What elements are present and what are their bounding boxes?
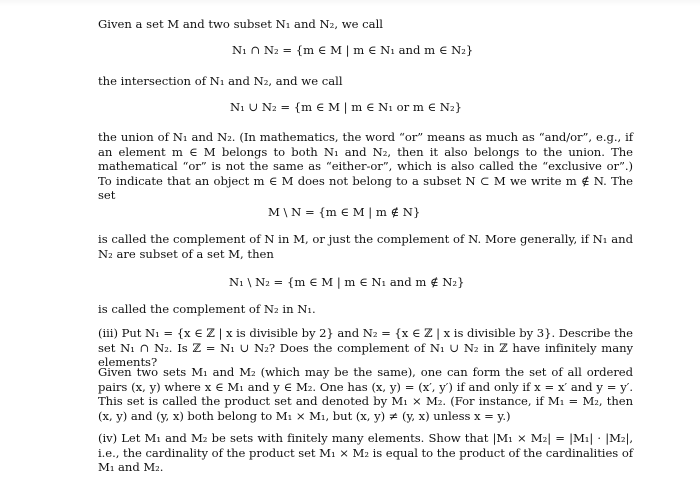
product-set-definition: Given two sets M₁ and M₂ (which may be the same), one can form the set of all ordered pairs (x, y) where x ∈ M₁ and y ∈ M₂. One has (x, y) = (x′, y′) if and only if x = x′ and y = y′. This set is called the product set and denoted by M₁ × M₂. (For instance, if M₁ = M₂, then (x, y) and (y, x) both belong to M₁ × M₁, but (x, y) ≠ (y, x) unless x = y.)	[98, 365, 633, 423]
complement-definition: is called the complement of N in M, or just the complement of N. More generally, if N₁ and N₂ are subset of a set M, then	[98, 232, 633, 261]
relative-complement-definition: is called the complement of N₂ in N₁.	[98, 302, 316, 316]
intersection-definition: the intersection of N₁ and N₂, and we call	[98, 74, 343, 88]
exercise-iii: (iii) Put N₁ = {x ∈ ℤ | x is divisible by 2} and N₂ = {x ∈ ℤ | x is divisible by 3}. Describe the set N₁ ∩ N₂. Is ℤ = N₁ ∪ N₂? Does the complement of N₁ ∪ N₂ in ℤ have infinitely many elements?	[98, 326, 633, 370]
equation-relative-complement: N₁ \ N₂ = {m ∈ M | m ∈ N₁ and m ∉ N₂}	[229, 275, 465, 289]
equation-intersection: N₁ ∩ N₂ = {m ∈ M | m ∈ N₁ and m ∈ N₂}	[232, 43, 474, 57]
equation-complement: M \ N = {m ∈ M | m ∉ N}	[268, 205, 421, 219]
equation-union: N₁ ∪ N₂ = {m ∈ M | m ∈ N₁ or m ∈ N₂}	[230, 100, 462, 114]
intro-line: Given a set M and two subset N₁ and N₂, we call	[98, 17, 383, 31]
union-definition: the union of N₁ and N₂. (In mathematics, the word “or” means as much as “and/or”, e.g., if an element m ∈ M belongs to both N₁ and N₂, then it also belongs to the union. The mathematical “or” is not the same as “either-or”, which is also called the “exclusive or”.) To indicate that an object m ∈ M does not belong to a subset N ⊂ M we write m ∉ N. The set	[98, 130, 633, 203]
exercise-iv: (iv) Let M₁ and M₂ be sets with finitely many elements. Show that |M₁ × M₂| = |M₁| · |M₂|, i.e., the cardinality of the product set M₁ × M₂ is equal to the product of the cardinalities of M₁ and M₂.	[98, 431, 633, 475]
